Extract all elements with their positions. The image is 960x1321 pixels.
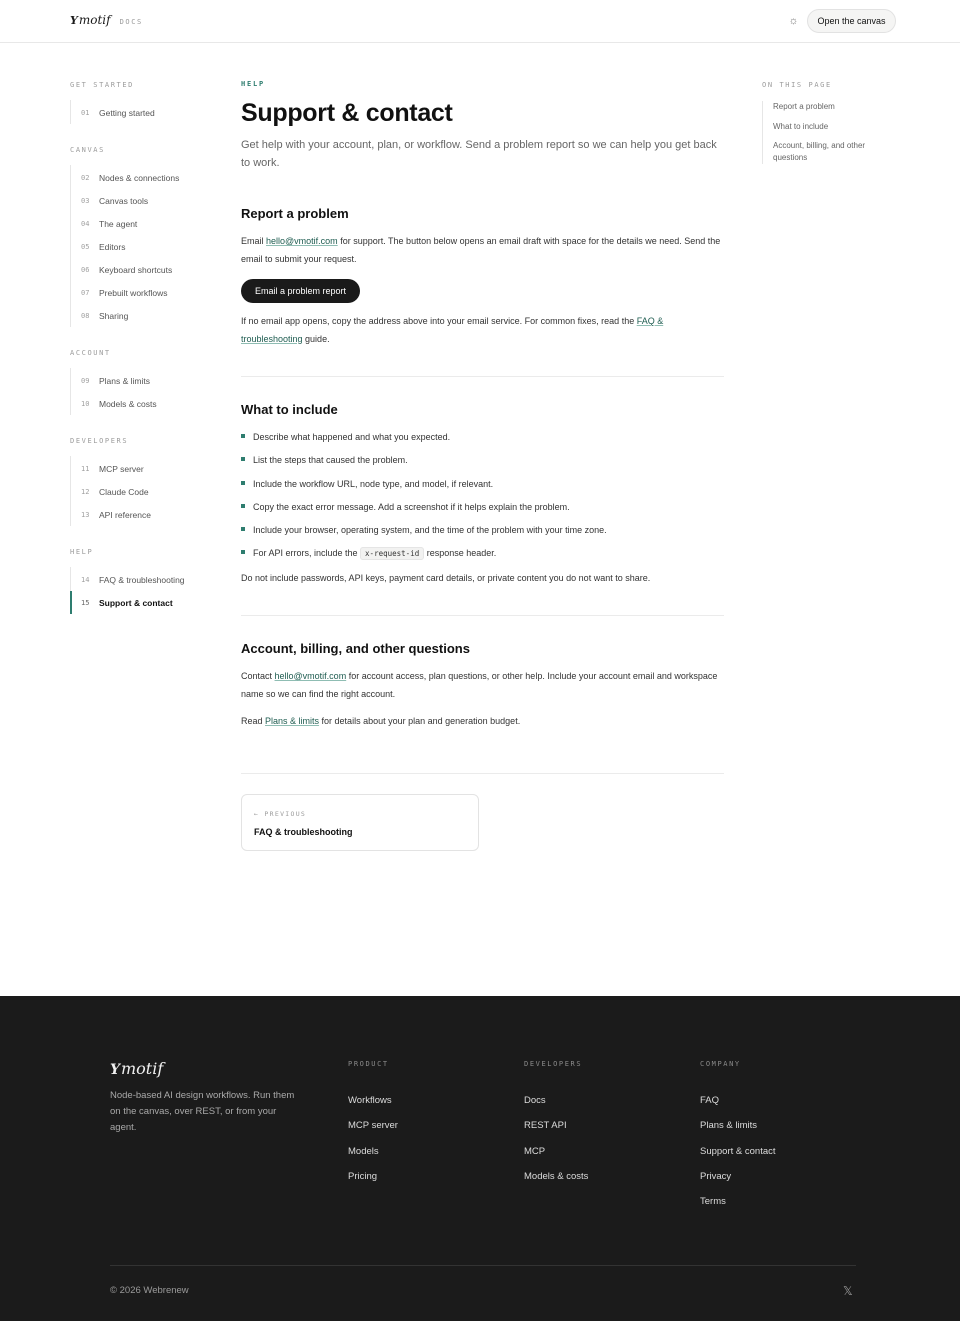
text-span: for account access, plan questions, or other help. Include your account email and workspace name so we can find the right account. [241, 671, 718, 699]
text-span: response header. [424, 548, 497, 559]
sun-icon[interactable]: ☼ [788, 15, 799, 27]
sidebar-item-label: MCP server [99, 463, 144, 474]
footer-link-support-contact[interactable]: Support & contact [700, 1145, 776, 1157]
sidebar-item-number: 08 [81, 311, 90, 320]
sidebar-item-support-contact[interactable] [70, 591, 220, 614]
previous-title: FAQ & troubleshooting [254, 827, 353, 837]
sidebar-item-label: FAQ & troubleshooting [99, 574, 185, 585]
text-span: guide. [302, 333, 330, 344]
section-divider [241, 773, 724, 774]
copyright: © 2026 Webrenew [110, 1285, 189, 1296]
footer-link-workflows[interactable]: Workflows [348, 1095, 392, 1106]
logo-wordmark: motif [78, 13, 111, 27]
sidebar-item-number: 10 [81, 399, 90, 408]
page-title: Support & contact [241, 99, 453, 127]
sidebar-item-canvas-tools[interactable] [71, 189, 220, 212]
plans-paragraph [241, 713, 724, 731]
footer-link-mcp[interactable]: MCP [524, 1145, 546, 1157]
footer-link-rest-api[interactable]: REST API [524, 1120, 567, 1132]
sidebar-item-number: 02 [81, 173, 90, 182]
support-email-link[interactable]: hello@vmotif.com [266, 236, 338, 246]
report-paragraph [241, 233, 724, 268]
footer-link-plans-limits[interactable]: Plans & limits [700, 1120, 758, 1132]
footer-column-label: PRODUCT [348, 1060, 389, 1068]
list-item: Include the workflow URL, node type, and model, if relevant. [241, 477, 724, 500]
email-problem-report-button[interactable]: Email a problem report [241, 279, 360, 303]
top-bar [0, 0, 960, 43]
account-paragraph [241, 668, 724, 703]
list-item: Copy the exact error message. Add a screenshot if it helps explain the problem. [241, 500, 724, 523]
sidebar-item-number: 05 [81, 242, 90, 251]
sidebar-item-label: Prebuilt workflows [99, 287, 168, 298]
sidebar-section-help [70, 545, 220, 614]
list-item: Describe what happened and what you expected. [241, 430, 724, 453]
footer-link-docs[interactable]: Docs [524, 1095, 546, 1106]
previous-page-card[interactable] [241, 794, 479, 851]
list-item: Include your browser, operating system, and the time of the problem with your time zone. [241, 523, 724, 546]
sidebar-item-number: 07 [81, 288, 90, 297]
text-span: Contact [241, 671, 275, 682]
sidebar-item-number: 13 [81, 510, 90, 519]
open-canvas-button[interactable]: Open the canvas [807, 9, 896, 33]
what-to-include-heading: What to include [241, 402, 338, 417]
sidebar-item-label: Keyboard shortcuts [99, 264, 173, 275]
sidebar-item-models-costs[interactable] [71, 392, 220, 415]
sidebar-item-number: 03 [81, 196, 90, 205]
on-this-page-toc [762, 78, 892, 172]
sidebar-item-label: Canvas tools [99, 195, 149, 206]
toc-label: ON THIS PAGE [762, 81, 832, 89]
sidebar-item-label: Support & contact [99, 597, 173, 608]
sidebar-item-label: Editors [99, 241, 126, 252]
text-span: Read [241, 716, 266, 727]
account-questions-heading: Account, billing, and other questions [241, 641, 470, 657]
text-span: If no email app opens, copy the address above into your email service. For common fixes, read the [241, 316, 637, 326]
list-item: List the steps that caused the problem. [241, 453, 724, 476]
sidebar-section-account [70, 346, 220, 415]
motif-logo[interactable] [70, 13, 143, 27]
sidebar-section-get-started [70, 78, 220, 124]
main-content [241, 80, 724, 774]
sidebar-item-api-reference[interactable] [71, 503, 220, 526]
sidebar-item-label: Models & costs [99, 398, 157, 409]
sidebar-section-label: GET STARTED [70, 81, 134, 89]
toc-item-account-billing[interactable]: Account, billing, and other questions [773, 141, 866, 162]
sidebar-item-plans-limits[interactable] [71, 369, 220, 392]
sidebar-item-number: 11 [81, 464, 90, 473]
sidebar-item-nodes-connections[interactable] [71, 166, 220, 189]
footer-column-label: COMPANY [700, 1060, 741, 1068]
faq-link[interactable]: FAQ & troubleshooting [241, 316, 664, 344]
sidebar-item-getting-started[interactable] [71, 101, 220, 124]
section-divider [241, 615, 724, 616]
sidebar-item-editors[interactable] [71, 235, 220, 258]
sidebar-item-label: API reference [99, 509, 151, 520]
sidebar-section-label: HELP [70, 548, 94, 556]
text-span: For API errors, include the [253, 548, 361, 559]
toc-item-report-problem[interactable]: Report a problem [773, 102, 835, 111]
footer-link-models-costs[interactable]: Models & costs [524, 1170, 589, 1182]
footer-link-terms[interactable]: Terms [700, 1196, 726, 1208]
include-list [241, 430, 724, 570]
site-footer [0, 996, 960, 1321]
logo-mark: Y [110, 1062, 120, 1078]
footer-column-developers [524, 1060, 588, 1189]
sidebar-item-label: Nodes & connections [99, 172, 180, 183]
sidebar-item-claude-code[interactable] [71, 480, 220, 503]
sidebar-item-label: Plans & limits [99, 375, 151, 386]
logo-wordmark: motif [121, 1059, 164, 1078]
footer-link-mcp-server[interactable]: MCP server [348, 1120, 398, 1132]
logo-mark: Y [70, 14, 78, 27]
sidebar-item-number: 06 [81, 265, 90, 274]
sidebar-item-faq-troubleshooting[interactable] [71, 568, 220, 591]
footer-link-pricing[interactable]: Pricing [348, 1170, 378, 1182]
plans-limits-link[interactable]: Plans & limits [265, 716, 320, 727]
toc-item-what-to-include[interactable]: What to include [773, 121, 829, 131]
contact-email-link[interactable]: hello@vmotif.com [274, 671, 347, 682]
footer-column-product [348, 1060, 398, 1189]
footer-link-privacy[interactable]: Privacy [700, 1170, 732, 1182]
footer-column-label: DEVELOPERS [524, 1060, 583, 1068]
sidebar-item-the-agent[interactable] [71, 212, 220, 235]
report-problem-heading: Report a problem [241, 206, 349, 221]
sidebar-item-number: 09 [81, 376, 90, 385]
sidebar-section-label: ACCOUNT [70, 349, 111, 357]
request-id-code: x-request-id [360, 547, 424, 560]
privacy-note: Do not include passwords, API keys, payment card details, or private content you do not want to share. [241, 572, 651, 583]
footer-divider [110, 1265, 856, 1266]
sidebar-item-prebuilt-workflows[interactable] [71, 281, 220, 304]
footer-tagline: Node-based AI design workflows. Run them on the canvas, over REST, or from your agent. [110, 1090, 295, 1133]
text-span: for support. The button below opens an email draft with space for the details we need. Send the email to submit your request. [241, 236, 721, 264]
sidebar-item-label: Sharing [99, 310, 129, 321]
sidebar-item-keyboard-shortcuts[interactable] [71, 258, 220, 281]
sidebar-section-developers [70, 434, 220, 526]
fallback-paragraph [241, 313, 724, 348]
section-divider [241, 376, 724, 377]
sidebar-item-number: 12 [81, 487, 90, 496]
footer-logo[interactable] [110, 1059, 163, 1078]
previous-label: ← PREVIOUS [254, 810, 307, 818]
footer-column-company [700, 1060, 776, 1214]
sidebar-item-label: Claude Code [99, 486, 149, 497]
footer-link-models[interactable]: Models [348, 1145, 379, 1157]
x-logo-icon[interactable]: 𝕏 [843, 1284, 853, 1298]
docs-sidebar [70, 78, 220, 633]
sidebar-item-sharing[interactable] [71, 304, 220, 327]
text-span: for details about your plan and generation budget. [319, 716, 521, 727]
page-lede: Get help with your account, plan, or workflow. Send a problem report so we can help you get back to work. [241, 139, 717, 169]
sidebar-section-label: DEVELOPERS [70, 437, 129, 445]
sidebar-section-canvas [70, 143, 220, 327]
section-eyebrow: HELP [241, 80, 266, 88]
text-span: Email [241, 236, 267, 246]
sidebar-item-mcp-server[interactable] [71, 457, 220, 480]
sidebar-item-number: 01 [81, 108, 90, 117]
sidebar-item-label: The agent [99, 218, 138, 229]
sidebar-item-number: 04 [81, 219, 90, 228]
list-item [241, 546, 724, 569]
sidebar-item-label: Getting started [99, 107, 155, 118]
docs-label: DOCS [119, 18, 143, 26]
sidebar-item-number: 15 [81, 598, 90, 607]
sidebar-item-number: 14 [81, 575, 90, 584]
footer-link-faq[interactable]: FAQ [700, 1095, 720, 1106]
sidebar-section-label: CANVAS [70, 146, 105, 154]
